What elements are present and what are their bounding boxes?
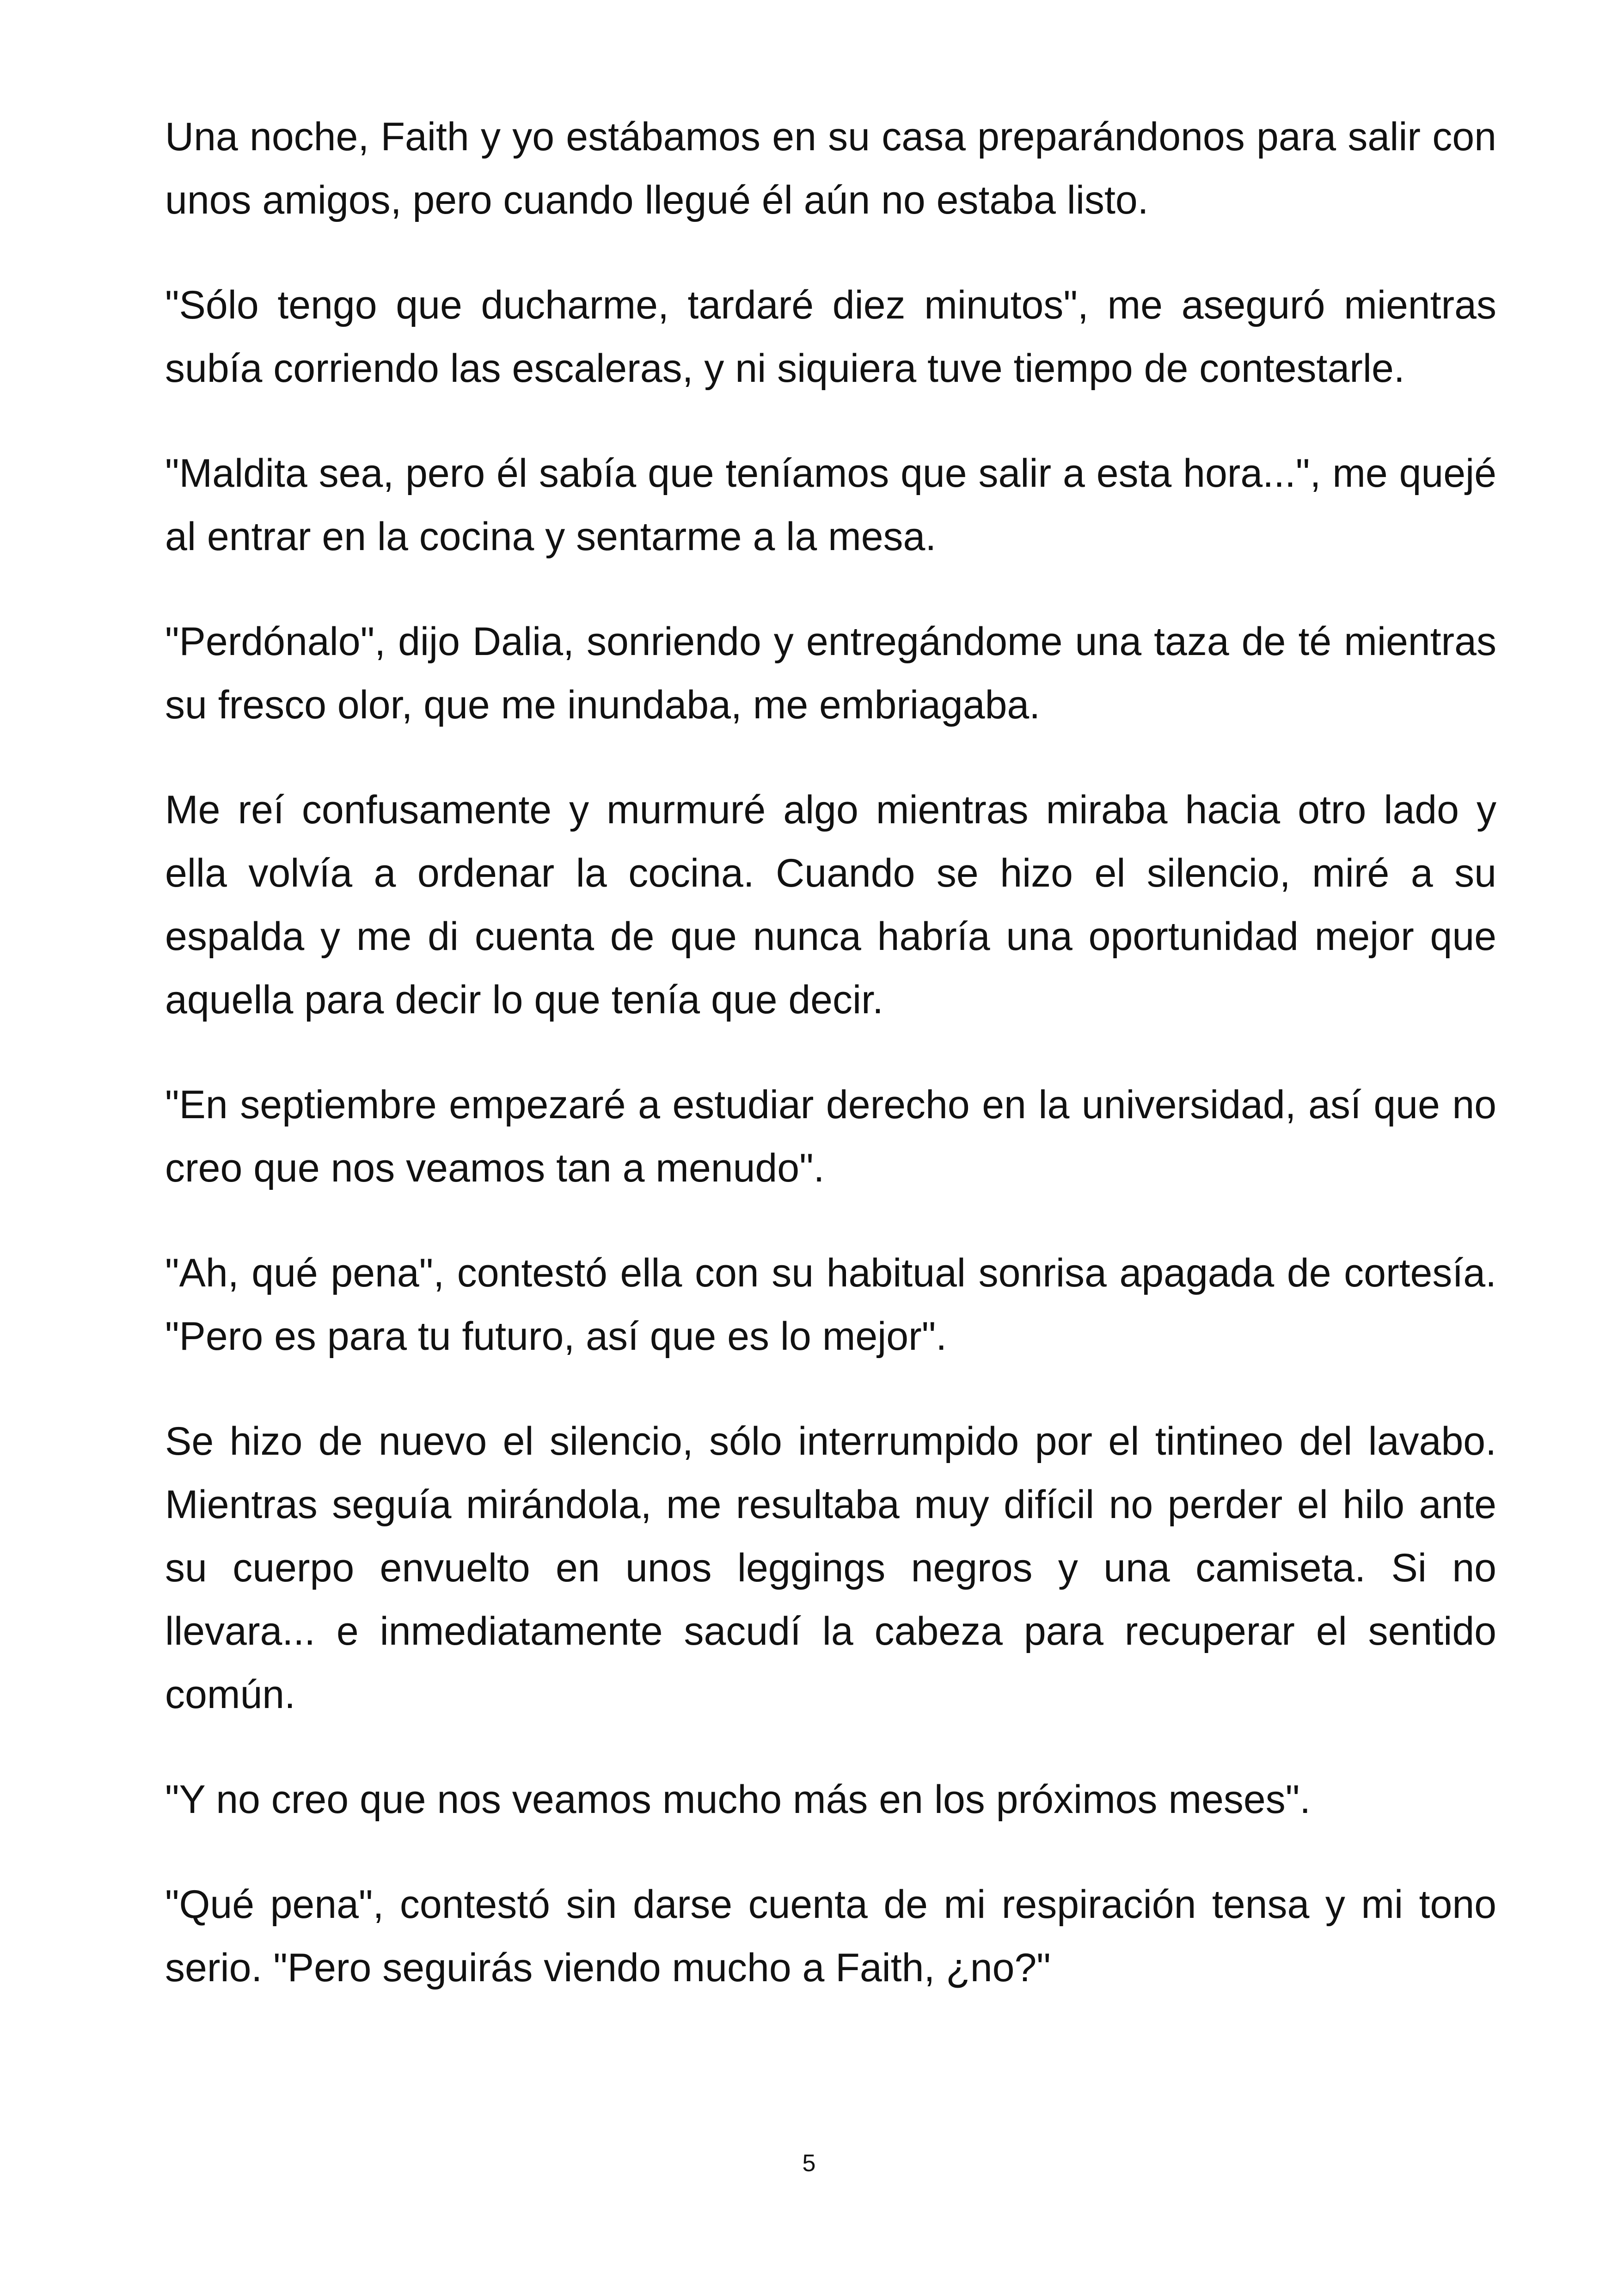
paragraph-7: "Ah, qué pena", contestó ella con su habitual sonrisa apagada de cortesía. "Pero es para tu futuro, así que es lo mejor". <box>165 1251 1496 1359</box>
paragraph-4: "Perdónalo", dijo Dalia, sonriendo y entregándome una taza de té mientras su fresco olor, que me inundaba, me embriagaba. <box>165 619 1496 727</box>
paragraph-10: "Qué pena", contestó sin darse cuenta de mi respiración tensa y mi tono serio. "Pero seguirás viendo mucho a Faith, ¿no?" <box>165 1882 1496 1990</box>
paragraph-3: "Maldita sea, pero él sabía que teníamos que salir a esta hora...", me quejé al entrar en la cocina y sentarme a la mesa. <box>165 451 1496 559</box>
paragraph-5: Me reí confusamente y murmuré algo mientras miraba hacia otro lado y ella volvía a ordenar la cocina. Cuando se hizo el silencio, miré a su espalda y me di cuenta de que nunca habría una oportunidad mejor que aquella para decir lo que tenía que decir. <box>165 788 1496 1022</box>
paragraph-8: Se hizo de nuevo el silencio, sólo interrumpido por el tintineo del lavabo. Mientras seguía mirándola, me resultaba muy difícil no perder el hilo ante su cuerpo envuelto en unos leggings negros y una camiseta. Si no llevara... e inmediatamente sacudí la cabeza para recuperar el sentido común. <box>165 1419 1496 1717</box>
paragraph-9: "Y no creo que nos veamos mucho más en los próximos meses". <box>165 1777 1311 1822</box>
paragraph-6: "En septiembre empezaré a estudiar derecho en la universidad, así que no creo que nos veamos tan a menudo". <box>165 1083 1496 1190</box>
paragraph-1: Una noche, Faith y yo estábamos en su casa preparándonos para salir con unos amigos, pero cuando llegué él aún no estaba listo. <box>165 115 1496 222</box>
body-text <box>165 105 1496 2041</box>
page-number: 5 <box>802 2150 816 2177</box>
paragraph-2: "Sólo tengo que ducharme, tardaré diez minutos", me aseguró mientras subía corriendo las escaleras, y ni siquiera tuve tiempo de contestarle. <box>165 283 1496 391</box>
